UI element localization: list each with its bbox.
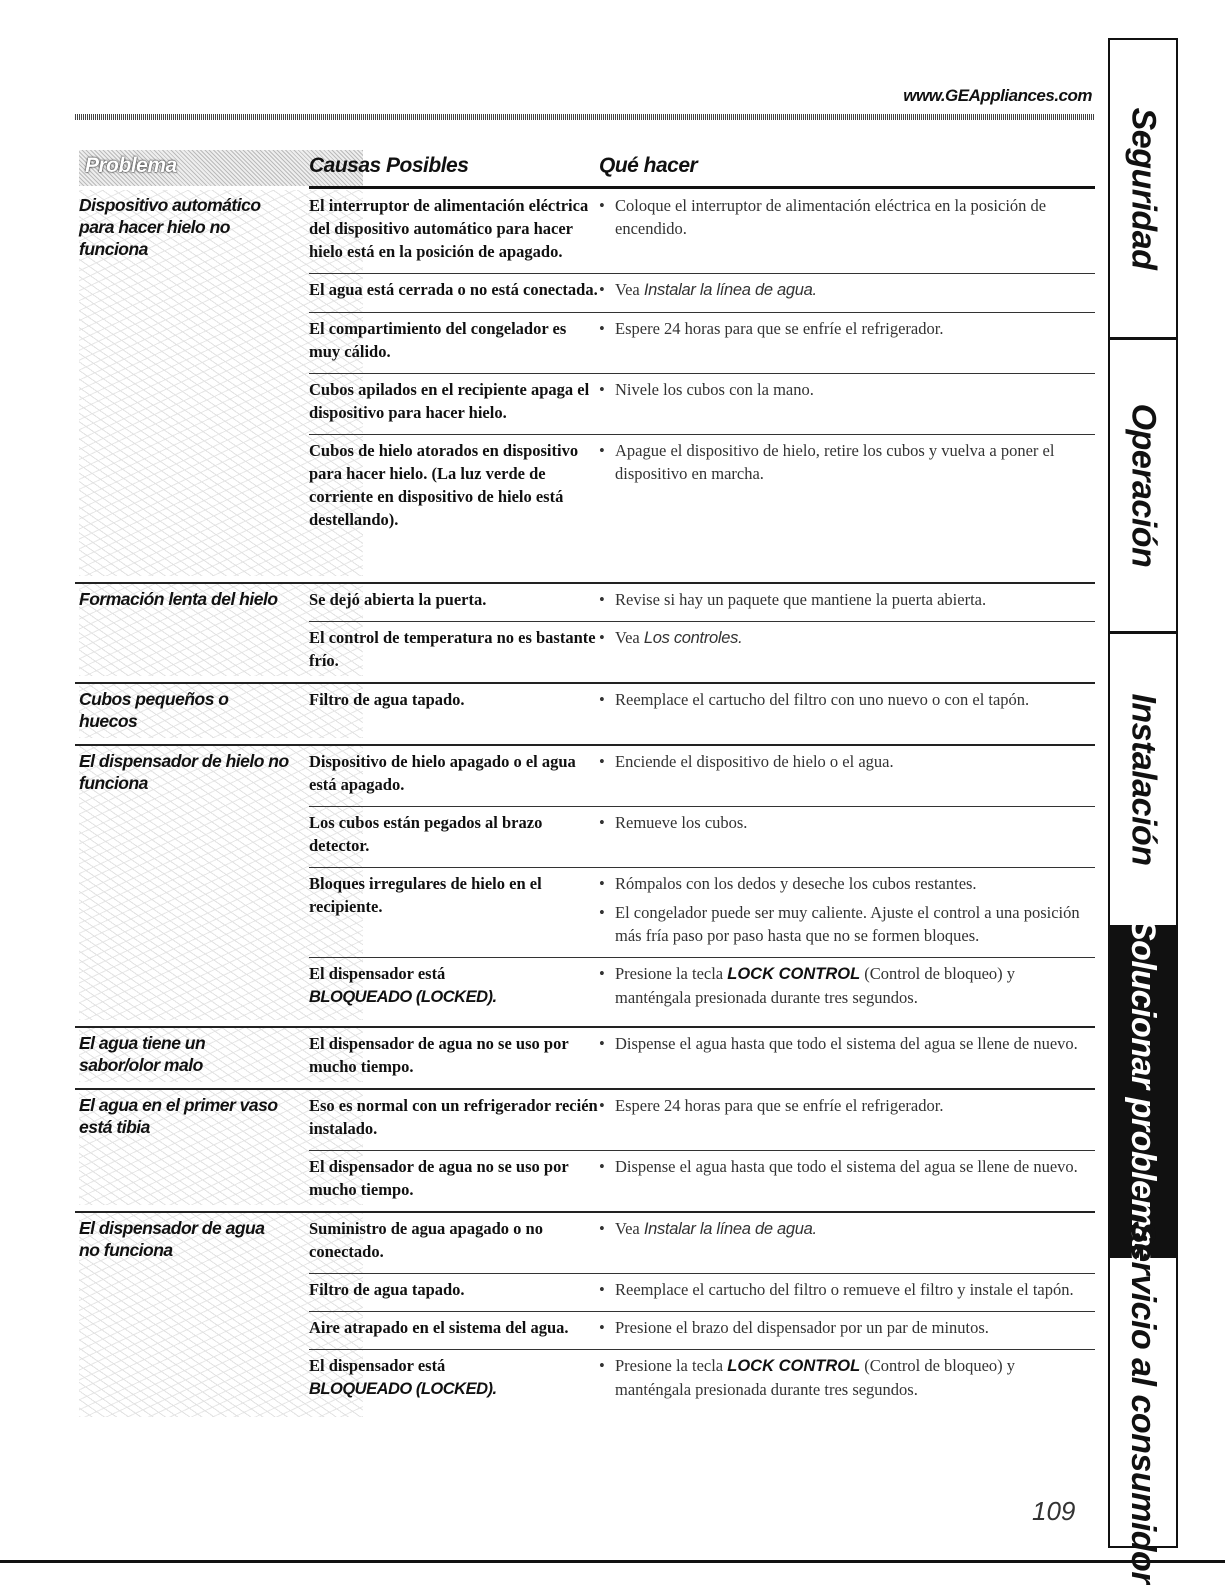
bullet-icon: • xyxy=(599,964,605,983)
cause-cell xyxy=(309,811,599,857)
cause-cell xyxy=(309,962,599,1009)
header-causes: Causas Posibles xyxy=(309,154,469,177)
bullet-icon: • xyxy=(599,1280,605,1299)
bullet-icon: • xyxy=(599,903,605,922)
cause-text: Cubos de hielo atorados en dispositivo para hacer hielo. (La luz verde de corriente en dispositivo de hielo está destellando). xyxy=(309,441,579,529)
table-header xyxy=(75,150,1095,190)
cause-text: El compartimiento del congelador es muy cálido. xyxy=(309,319,567,361)
fix-item xyxy=(599,750,1095,773)
sidebar-tab-seguridad[interactable] xyxy=(1110,40,1176,340)
cause-cell xyxy=(309,1278,599,1301)
fix-text: (Control de bloqueo) y manténgala presionada durante tres segundos. xyxy=(615,1356,1016,1399)
cause-cell xyxy=(309,1217,599,1263)
bullet-icon: • xyxy=(599,380,605,399)
bullet-icon: • xyxy=(599,1096,605,1115)
cause-cell xyxy=(309,378,599,424)
fix-cell xyxy=(599,811,1095,857)
fix-text: Vea xyxy=(615,280,644,299)
table-row xyxy=(309,584,1095,621)
cause-text: Aire atrapado en el sistema del agua. xyxy=(309,1318,569,1337)
bullet-icon: • xyxy=(599,319,605,338)
table-row xyxy=(309,1150,1095,1211)
cause-rows xyxy=(309,1028,1095,1088)
fix-text: Revise si hay un paquete que mantiene la puerta abierta. xyxy=(615,590,987,609)
cause-locked-text: BLOQUEADO (LOCKED). xyxy=(309,988,497,1006)
cause-cell xyxy=(309,1354,599,1401)
fix-cell xyxy=(599,439,1095,531)
bullet-icon: • xyxy=(599,752,605,771)
cause-locked-text: BLOQUEADO (LOCKED). xyxy=(309,1380,497,1398)
fix-item xyxy=(599,626,1095,650)
lock-control-key: LOCK CONTROL xyxy=(727,1357,861,1375)
problem-group xyxy=(75,1213,1095,1423)
fix-text: Espere 24 horas para que se enfríe el refrigerador. xyxy=(615,1096,944,1115)
troubleshooting-table xyxy=(75,190,1095,1423)
fix-reference: Instalar la línea de agua. xyxy=(643,281,817,299)
problem-title: Formación lenta del hielo xyxy=(79,589,278,609)
fix-cell xyxy=(599,1155,1095,1201)
fix-text: Vea xyxy=(615,628,644,647)
cause-cell xyxy=(309,1094,599,1140)
fix-item xyxy=(599,1094,1095,1117)
sidebar-tab-label: Operación xyxy=(1124,403,1163,568)
fix-item xyxy=(599,439,1095,485)
fix-item xyxy=(599,278,1095,302)
table-row xyxy=(309,746,1095,806)
table-row xyxy=(309,1090,1095,1150)
bullet-icon: • xyxy=(599,590,605,609)
sidebar-tab-operación[interactable] xyxy=(1110,340,1176,634)
cause-text: Los cubos están pegados al brazo detector. xyxy=(309,813,543,855)
bullet-icon: • xyxy=(599,874,605,893)
cause-text: Filtro de agua tapado. xyxy=(309,1280,465,1299)
cause-cell xyxy=(309,194,599,263)
bullet-icon: • xyxy=(599,690,605,709)
cause-text: Filtro de agua tapado. xyxy=(309,690,465,709)
cause-cell xyxy=(309,278,599,302)
problem-group xyxy=(75,190,1095,584)
fix-item xyxy=(599,1155,1095,1178)
table-row xyxy=(309,867,1095,957)
cause-text: Bloques irregulares de hielo en el recipiente. xyxy=(309,874,542,916)
fix-cell xyxy=(599,872,1095,947)
fix-item xyxy=(599,962,1095,1009)
cause-cell xyxy=(309,1032,599,1078)
fix-reference: Instalar la línea de agua. xyxy=(643,1220,817,1238)
sidebar-tab-instalación[interactable] xyxy=(1110,634,1176,928)
fix-reference: Los controles. xyxy=(643,629,743,647)
cause-text: Cubos apilados en el recipiente apaga el dispositivo para hacer hielo. xyxy=(309,380,590,422)
fix-cell xyxy=(599,317,1095,363)
cause-cell xyxy=(309,1316,599,1339)
cause-text: El control de temperatura no es bastante frío. xyxy=(309,628,596,670)
problem-group xyxy=(75,684,1095,746)
cause-cell xyxy=(309,688,599,711)
table-row xyxy=(309,273,1095,312)
table-row xyxy=(309,957,1095,1019)
fix-cell xyxy=(599,1217,1095,1263)
cause-text: Se dejó abierta la puerta. xyxy=(309,590,487,609)
header-what-to-do: Qué hacer xyxy=(599,154,698,177)
cause-text: El agua está cerrada o no está conectada. xyxy=(309,280,598,299)
problem-title: El dispensador de hielo no funciona xyxy=(79,751,289,793)
cause-text: Suministro de agua apagado o no conectado. xyxy=(309,1219,543,1261)
fix-text: Rómpalos con los dedos y deseche los cubos restantes. xyxy=(615,874,977,893)
section-sidebar xyxy=(1108,38,1178,1584)
bullet-icon: • xyxy=(599,441,605,460)
fix-cell xyxy=(599,1278,1095,1301)
problem-title: El agua en el primer vaso está tibia xyxy=(79,1095,278,1137)
bullet-icon: • xyxy=(599,196,605,215)
table-row xyxy=(309,806,1095,867)
cause-cell xyxy=(309,1155,599,1201)
fix-text: Dispense el agua hasta que todo el sistema del agua se llene de nuevo. xyxy=(615,1157,1078,1176)
cause-cell xyxy=(309,317,599,363)
problem-group xyxy=(75,1028,1095,1090)
fix-text: El congelador puede ser muy caliente. Ajuste el control a una posición más fría paso por paso hasta que no se formen bloques. xyxy=(615,903,1080,945)
fix-item xyxy=(599,1354,1095,1401)
cause-text: El dispensador está xyxy=(309,964,446,983)
cause-rows xyxy=(309,1213,1095,1411)
website-url: www.GEAppliances.com xyxy=(903,86,1092,105)
bullet-icon: • xyxy=(599,1219,605,1238)
sidebar-tab-solucionar[interactable] xyxy=(1110,917,1176,1266)
fix-cell xyxy=(599,588,1095,611)
sidebar-tab-label: Servicio al consumidor xyxy=(1124,1220,1163,1584)
fix-item xyxy=(599,872,1095,895)
fix-text: Apague el dispositivo de hielo, retire los cubos y vuelva a poner el dispositivo en marcha. xyxy=(615,441,1055,483)
fix-cell xyxy=(599,1354,1095,1401)
fix-cell xyxy=(599,1032,1095,1078)
fix-item xyxy=(599,688,1095,711)
bullet-icon: • xyxy=(599,628,605,647)
fix-cell xyxy=(599,278,1095,302)
fix-item xyxy=(599,317,1095,340)
cause-cell xyxy=(309,588,599,611)
fix-item xyxy=(599,901,1095,947)
fix-text: Presione el brazo del dispensador por un par de minutos. xyxy=(615,1318,989,1337)
fix-item xyxy=(599,1278,1095,1301)
header-problem: Problema xyxy=(79,150,363,186)
fix-cell xyxy=(599,378,1095,424)
cause-rows xyxy=(309,584,1095,682)
fix-item xyxy=(599,811,1095,834)
header-underline xyxy=(309,186,1095,189)
cause-cell xyxy=(309,750,599,796)
fix-text: Reemplace el cartucho del filtro con uno nuevo o con el tapón. xyxy=(615,690,1030,709)
table-row xyxy=(309,1349,1095,1411)
fix-cell xyxy=(599,626,1095,672)
cause-rows xyxy=(309,1090,1095,1211)
fix-cell xyxy=(599,962,1095,1009)
fix-text: Espere 24 horas para que se enfríe el refrigerador. xyxy=(615,319,944,338)
fix-item xyxy=(599,1032,1095,1055)
sidebar-tab-label: Solucionar problemas xyxy=(1124,917,1163,1266)
table-row xyxy=(309,1273,1095,1311)
fix-item xyxy=(599,1316,1095,1339)
bullet-icon: • xyxy=(599,1034,605,1053)
table-row xyxy=(309,434,1095,541)
table-row xyxy=(309,1213,1095,1273)
cause-text: Eso es normal con un refrigerador recién instalado. xyxy=(309,1096,598,1138)
bottom-rule xyxy=(0,1560,1225,1563)
sidebar-tab-servicio[interactable] xyxy=(1110,1220,1176,1584)
lock-control-key: LOCK CONTROL xyxy=(727,965,861,983)
fix-text: Vea xyxy=(615,1219,644,1238)
fix-text: Nivele los cubos con la mano. xyxy=(615,380,814,399)
table-row xyxy=(309,190,1095,273)
fix-cell xyxy=(599,194,1095,263)
cause-text: El dispensador de agua no se uso por mucho tiempo. xyxy=(309,1034,569,1076)
fix-item xyxy=(599,588,1095,611)
page-number: 109 xyxy=(1032,1496,1076,1526)
sidebar-tab-label: Instalación xyxy=(1124,693,1163,866)
cause-rows xyxy=(309,684,1095,721)
fix-text: Presione la tecla xyxy=(615,964,728,983)
table-row xyxy=(309,621,1095,682)
fix-text: Reemplace el cartucho del filtro o remueve el filtro y instale el tapón. xyxy=(615,1280,1074,1299)
fix-item xyxy=(599,1217,1095,1241)
cause-text: El interruptor de alimentación eléctrica del dispositivo automático para hacer hielo está en la posición de apagado. xyxy=(309,196,589,261)
fix-cell xyxy=(599,1094,1095,1140)
fix-text: Coloque el interruptor de alimentación eléctrica en la posición de encendido. xyxy=(615,196,1047,238)
table-row xyxy=(309,684,1095,721)
problem-title: Cubos pequeños o huecos xyxy=(79,689,229,731)
fix-cell xyxy=(599,688,1095,711)
cause-text: El dispensador está xyxy=(309,1356,446,1375)
cause-text: Dispositivo de hielo apagado o el agua está apagado. xyxy=(309,752,576,794)
problem-group xyxy=(75,584,1095,684)
bullet-icon: • xyxy=(599,1356,605,1375)
problem-title: El agua tiene un sabor/olor malo xyxy=(79,1033,206,1075)
fix-text: Enciende el dispositivo de hielo o el agua. xyxy=(615,752,894,771)
fix-cell xyxy=(599,750,1095,796)
table-row xyxy=(309,312,1095,373)
sidebar-tab-label: Seguridad xyxy=(1124,107,1163,270)
table-row xyxy=(309,373,1095,434)
header-rule xyxy=(75,114,1095,120)
table-row xyxy=(309,1311,1095,1349)
fix-item xyxy=(599,378,1095,401)
fix-item xyxy=(599,194,1095,240)
bullet-icon: • xyxy=(599,1318,605,1337)
bullet-icon: • xyxy=(599,280,605,299)
problem-title: El dispensador de agua no funciona xyxy=(79,1218,265,1260)
fix-text: Dispense el agua hasta que todo el sistema del agua se llene de nuevo. xyxy=(615,1034,1078,1053)
bullet-icon: • xyxy=(599,1157,605,1176)
cause-cell xyxy=(309,872,599,947)
table-row xyxy=(309,1028,1095,1088)
fix-text: Presione la tecla xyxy=(615,1356,728,1375)
fix-text: Remueve los cubos. xyxy=(615,813,748,832)
cause-rows xyxy=(309,190,1095,541)
cause-cell xyxy=(309,626,599,672)
problem-group xyxy=(75,1090,1095,1213)
fix-text: (Control de bloqueo) y manténgala presionada durante tres segundos. xyxy=(615,964,1016,1007)
fix-cell xyxy=(599,1316,1095,1339)
cause-cell xyxy=(309,439,599,531)
problem-title: Dispositivo automático para hacer hielo no funciona xyxy=(79,195,261,259)
cause-text: El dispensador de agua no se uso por mucho tiempo. xyxy=(309,1157,569,1199)
problem-group xyxy=(75,746,1095,1028)
bullet-icon: • xyxy=(599,813,605,832)
cause-rows xyxy=(309,746,1095,1019)
